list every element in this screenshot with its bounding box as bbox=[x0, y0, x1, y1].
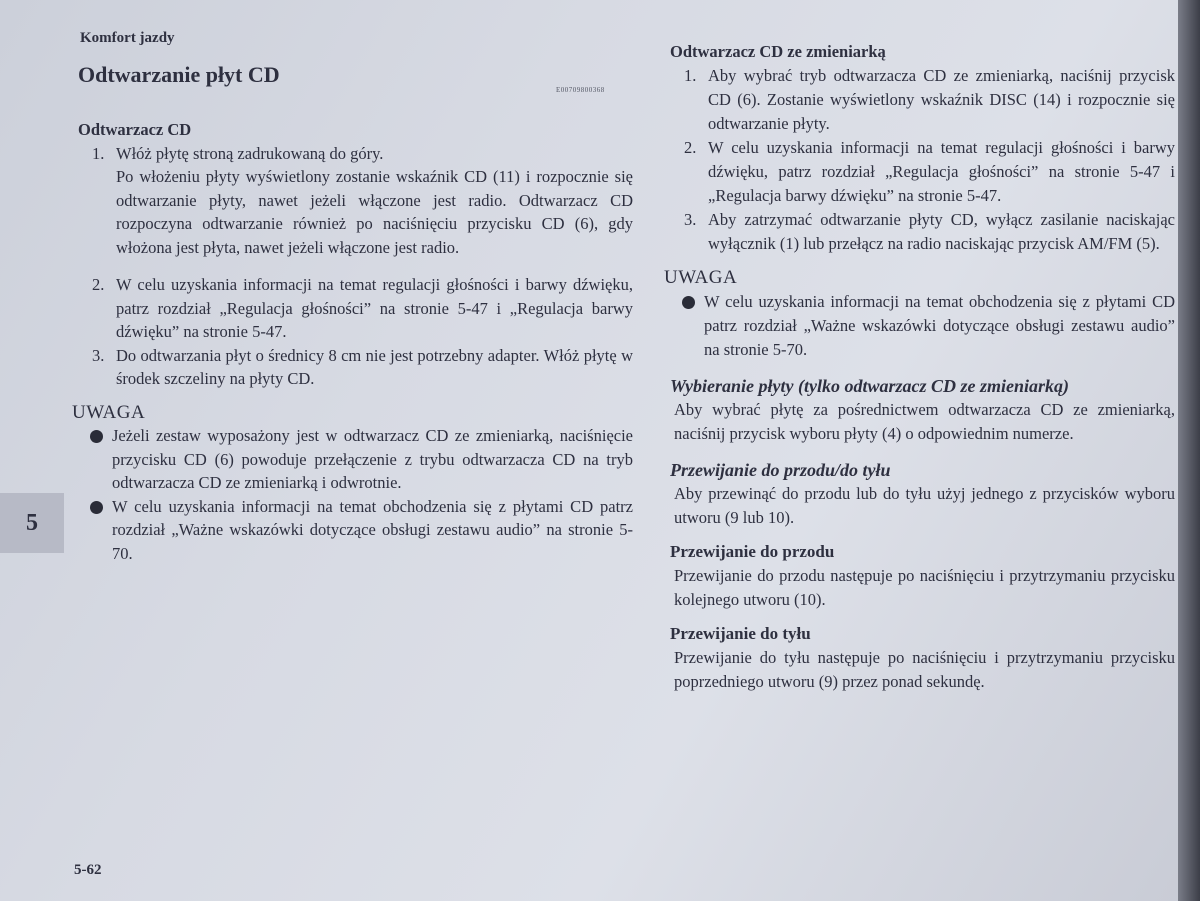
right-step-1 bbox=[670, 64, 1175, 136]
right-column bbox=[664, 40, 1175, 694]
step-number: 2. bbox=[684, 138, 697, 157]
rewind-text: Aby przewinąć do przodu lub do tyłu użyj jednego z przycisków wyboru utworu (9 lub 10). bbox=[674, 484, 1175, 527]
right-note-1 bbox=[670, 290, 1175, 362]
note-title: UWAGA bbox=[72, 401, 146, 423]
step-text: W celu uzyskania informacji na temat regulacji głośności i barwy dźwięku, patrz rozdział „Regulacja głośności” na stronie 5-47 i „Regulacja barwy dźwięku” na stronie 5-47. bbox=[708, 138, 1175, 205]
left-note-2 bbox=[78, 495, 633, 566]
right-steps bbox=[670, 64, 1175, 256]
left-step-2 bbox=[78, 273, 633, 344]
step-number: 1. bbox=[92, 143, 105, 163]
right-step-2 bbox=[670, 136, 1175, 208]
fast-forward-text: Przewijanie do przodu następuje po naciśnięciu i przytrzymaniu przycisku kolejnego utworu (10). bbox=[674, 566, 1175, 609]
left-step-1 bbox=[78, 142, 633, 166]
document-code: E00709800368 bbox=[556, 86, 605, 94]
left-steps-continued bbox=[78, 273, 633, 391]
rewind-back-heading: Przewijanie do tyłu bbox=[670, 624, 811, 643]
subhead-cd-player: Odtwarzacz CD bbox=[78, 120, 192, 139]
left-step-1-paragraph: Po włożeniu płyty wyświetlony zostanie wskaźnik CD (11) i rozpocznie się odtwarzanie płyty, nawet jeżeli włączone jest radio. Odtwarzacz CD rozpoczyna odtwarzanie również po naciśnięciu przycisku CD (6), gdy włożona jest płyta, nawet jeżeli włączone jest radio. bbox=[116, 167, 633, 257]
note-text: Jeżeli zestaw wyposażony jest w odtwarzacz CD ze zmieniarką, naciśnięcie przycisku CD (6) powoduje przełączenie z trybu odtwarzacza CD na tryb odtwarzacza CD ze zmieniarką i odwrotnie. bbox=[112, 426, 633, 492]
subhead-cd-changer: Odtwarzacz CD ze zmieniarką bbox=[670, 42, 886, 61]
step-text: Aby wybrać tryb odtwarzacza CD ze zmieniarką, naciśnij przycisk CD (6). Zostanie wyświetlony wskaźnik DISC (14) i rozpocznie się odtwarzanie płyty. bbox=[708, 66, 1175, 133]
left-steps bbox=[78, 142, 633, 166]
left-note-1 bbox=[78, 424, 633, 495]
bullet-icon bbox=[90, 430, 103, 443]
disc-select-heading: Wybieranie płyty (tylko odtwarzacz CD ze zmieniarką) bbox=[670, 376, 1069, 396]
bullet-icon bbox=[682, 296, 695, 309]
right-notes bbox=[670, 290, 1175, 362]
disc-select-text: Aby wybrać płytę za pośrednictwem odtwarzacza CD ze zmieniarką, naciśnij przycisk wyboru płyty (4) o odpowiednim numerze. bbox=[674, 400, 1175, 443]
step-text: W celu uzyskania informacji na temat regulacji głośności i barwy dźwięku, patrz rozdział „Regulacja głośności” na stronie 5-47 i „Regulacja barwy dźwięku” na stronie 5-47. bbox=[116, 275, 633, 341]
spacer bbox=[78, 259, 633, 273]
rewind-back-text: Przewijanie do tyłu następuje po naciśnięciu i przytrzymaniu przycisku poprzedniego utworu (9) przez ponad sekundę. bbox=[674, 648, 1175, 691]
rewind-heading: Przewijanie do przodu/do tyłu bbox=[670, 460, 891, 480]
page-title: Odtwarzanie płyt CD bbox=[78, 62, 280, 87]
step-text: Włóż płytę stroną zadrukowaną do góry. bbox=[116, 143, 384, 163]
step-number: 1. bbox=[684, 66, 697, 85]
step-text: Do odtwarzania płyt o średnicy 8 cm nie jest potrzebny adapter. Włóż płytę w środek szczeliny na płyty CD. bbox=[116, 345, 633, 388]
page-number: 5-62 bbox=[74, 862, 102, 878]
step-number: 2. bbox=[92, 275, 105, 294]
step-number: 3. bbox=[92, 345, 105, 365]
bullet-icon bbox=[90, 501, 103, 514]
fast-forward-heading: Przewijanie do przodu bbox=[670, 542, 835, 561]
section-header: Komfort jazdy bbox=[80, 30, 175, 46]
left-column bbox=[72, 118, 633, 565]
right-step-3 bbox=[670, 208, 1175, 256]
note-text: W celu uzyskania informacji na temat obchodzenia się z płytami CD patrz rozdział „Ważne wskazówki dotyczące obsługi zestawu audio” na stronie 5-70. bbox=[704, 292, 1175, 359]
note-title: UWAGA bbox=[664, 267, 738, 288]
chapter-tab: 5 bbox=[0, 493, 64, 553]
note-text: W celu uzyskania informacji na temat obchodzenia się z płytami CD patrz rozdział „Ważne wskazówki dotyczące obsługi zestawu audio” na stronie 5-70. bbox=[112, 496, 633, 563]
step-number: 3. bbox=[684, 210, 697, 229]
page-edge-shadow bbox=[1178, 0, 1200, 901]
left-step-3 bbox=[78, 344, 633, 391]
step-text: Aby zatrzymać odtwarzanie płyty CD, wyłącz zasilanie naciskając wyłącznik (1) lub przełącz na radio naciskając przycisk AM/FM (5). bbox=[708, 210, 1175, 253]
left-notes bbox=[78, 424, 633, 565]
